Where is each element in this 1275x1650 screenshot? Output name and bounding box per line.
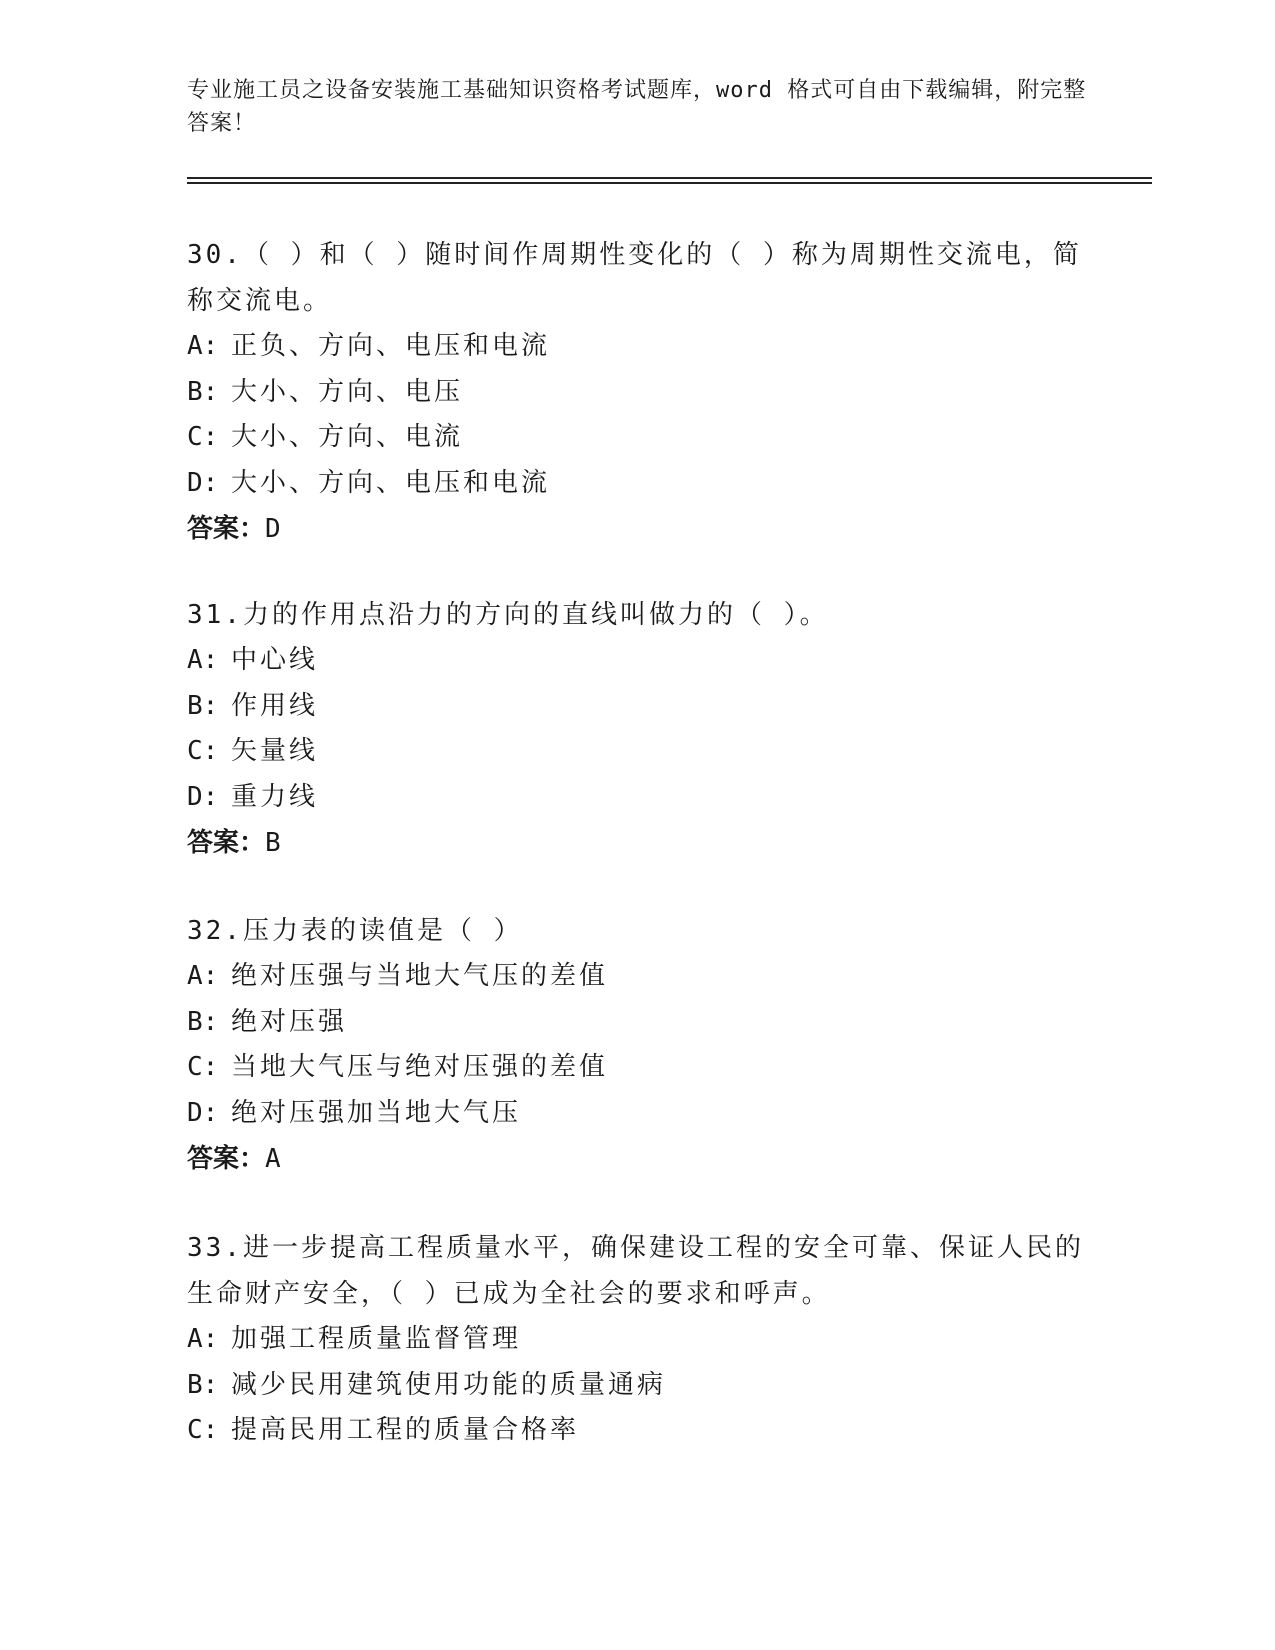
option-text: 正负、方向、电压和电流 <box>231 331 551 361</box>
option-letter: C: <box>187 1052 219 1082</box>
option-letter: C: <box>187 422 219 452</box>
answer-value: D <box>265 514 281 544</box>
option-text: 绝对压强 <box>231 1006 348 1037</box>
option-b <box>187 1363 1087 1409</box>
option-text: 大小、方向、电流 <box>231 422 464 452</box>
option-text: 加强工程质量监督管理 <box>231 1324 522 1354</box>
option-letter: B: <box>187 376 219 407</box>
answer-label: 答案： <box>187 514 266 544</box>
option-d <box>187 461 1087 507</box>
option-a <box>187 324 1087 370</box>
option-text: 绝对压强加当地大气压 <box>231 1097 522 1128</box>
option-text: 提高民用工程的质量合格率 <box>231 1415 580 1445</box>
answer-value: B <box>265 828 281 858</box>
document-header: 专业施工员之设备安装施工基础知识资格考试题库，word 格式可自由下载编辑，附完整答案！ <box>187 78 1087 136</box>
option-text: 大小、方向、电压和电流 <box>231 467 551 498</box>
option-c <box>187 415 1087 461</box>
option-a <box>187 638 1087 684</box>
option-c <box>187 729 1087 775</box>
question-31 <box>187 592 1087 866</box>
option-letter: D: <box>187 781 219 812</box>
option-text: 重力线 <box>231 781 319 812</box>
question-stem: 31.力的作用点沿力的方向的直线叫做力的（ ）。 <box>187 600 829 630</box>
option-text: 中心线 <box>231 645 319 675</box>
option-c <box>187 1408 1087 1454</box>
option-text: 作用线 <box>231 690 319 721</box>
header-rule-top <box>187 177 1152 179</box>
option-letter: B: <box>187 1369 219 1400</box>
question-stem: 32.压力表的读值是（ ） <box>187 916 523 946</box>
question-30 <box>187 232 1087 552</box>
option-letter: A: <box>187 645 219 675</box>
option-d <box>187 775 1087 821</box>
answer-line <box>187 820 1087 866</box>
option-a <box>187 1317 1087 1363</box>
answer-label: 答案： <box>187 828 266 858</box>
question-stem: 33.进一步提高工程质量水平，确保建设工程的安全可靠、保证人民的生命财产安全，（ ）已成为全社会的要求和呼声。 <box>187 1233 1084 1309</box>
option-c <box>187 1045 1087 1091</box>
option-b <box>187 1000 1087 1046</box>
option-letter: D: <box>187 467 219 498</box>
header-rule-bottom <box>187 182 1152 184</box>
option-text: 矢量线 <box>231 736 319 766</box>
option-text: 绝对压强与当地大气压的差值 <box>231 961 609 991</box>
answer-label: 答案： <box>187 1144 266 1174</box>
option-letter: C: <box>187 736 219 766</box>
option-b <box>187 370 1087 416</box>
option-letter: B: <box>187 1006 219 1037</box>
option-d <box>187 1091 1087 1137</box>
option-text: 当地大气压与绝对压强的差值 <box>231 1052 609 1082</box>
option-letter: B: <box>187 690 219 721</box>
answer-value: A <box>265 1144 281 1174</box>
option-a <box>187 954 1087 1000</box>
answer-line <box>187 506 1087 552</box>
option-letter: D: <box>187 1097 219 1128</box>
option-letter: A: <box>187 961 219 991</box>
option-letter: C: <box>187 1415 219 1445</box>
option-b <box>187 684 1087 730</box>
question-32 <box>187 908 1087 1182</box>
option-text: 减少民用建筑使用功能的质量通病 <box>231 1369 667 1400</box>
answer-line <box>187 1136 1087 1182</box>
question-33 <box>187 1225 1087 1454</box>
option-text: 大小、方向、电压 <box>231 376 464 407</box>
option-letter: A: <box>187 1324 219 1354</box>
option-letter: A: <box>187 331 219 361</box>
question-stem: 30.（ ）和（ ）随时间作周期性变化的（ ）称为周期性交流电，简称交流电。 <box>187 240 1082 316</box>
